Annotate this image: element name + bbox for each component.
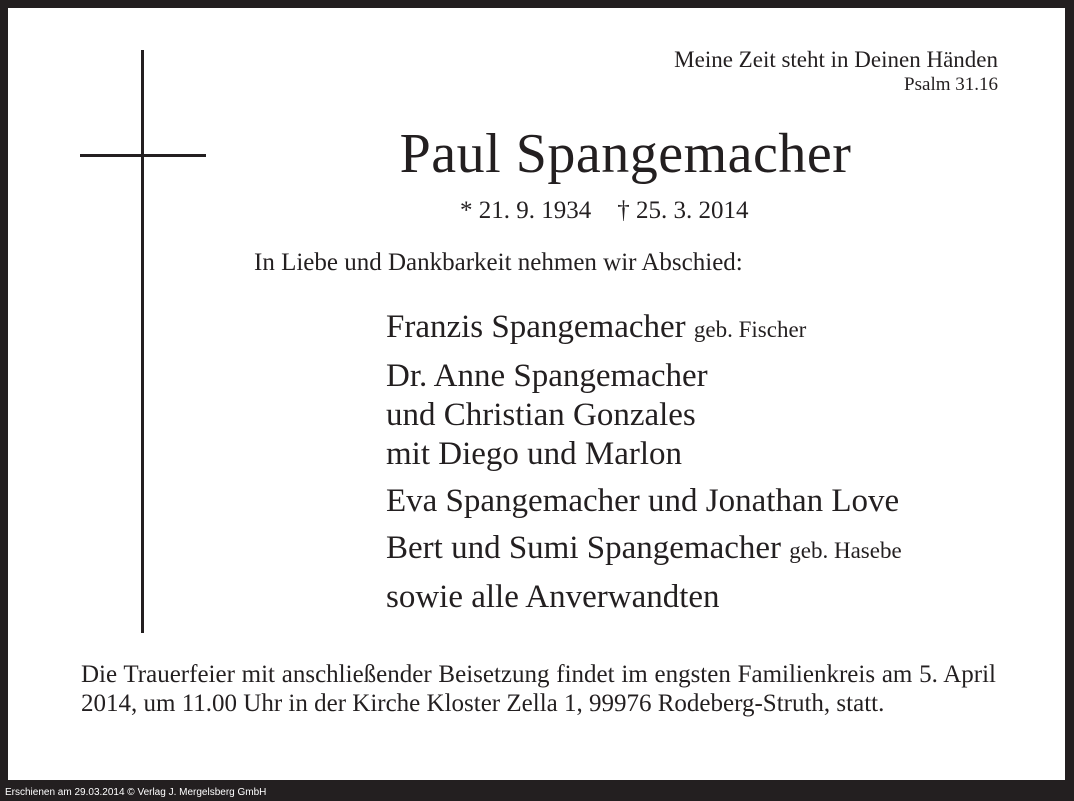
maiden-name: geb. Hasebe [789, 538, 902, 563]
mourner-entry [386, 357, 902, 474]
mourner-entry [386, 308, 902, 349]
obituary-notice [8, 8, 1065, 780]
publication-footer: Erschienen am 29.03.2014 © Verlag J. Mergelsberg GmbH [5, 787, 267, 798]
deceased-name: Paul Spangemacher [399, 123, 852, 185]
mourner-entry [386, 529, 902, 570]
mourner-name: Franzis Spangemacher [386, 309, 686, 345]
psalm-quote [674, 46, 998, 96]
psalm-text: Meine Zeit steht in Deinen Händen [674, 47, 998, 72]
mourner-entry: sowie alle Anverwandten [386, 579, 720, 615]
psalm-reference: Psalm 31.16 [904, 74, 998, 95]
mourner-name: und Christian Gonzales [386, 397, 696, 433]
mourners-list [386, 308, 902, 617]
mourner-name: mit Diego und Marlon [386, 436, 683, 472]
mourner-entry: Eva Spangemacher und Jonathan Love [386, 483, 900, 519]
mourner-name: Bert und Sumi Spangemacher [386, 530, 782, 566]
maiden-name: geb. Fischer [693, 317, 807, 342]
death-date: † 25. 3. 2014 [617, 197, 749, 224]
birth-date: * 21. 9. 1934 [460, 197, 592, 224]
farewell-intro: In Liebe und Dankbarkeit nehmen wir Abschied: [254, 249, 743, 276]
mourner-name: Dr. Anne Spangemacher [386, 358, 708, 394]
life-dates [460, 196, 749, 226]
funeral-notice: Die Trauerfeier mit anschließender Beisetzung findet im engsten Familienkreis am 5. April 2014, um 11.00 Uhr in der Kirche Kloster Zella 1, 99976 Rodeberg-Struth, statt. [81, 661, 996, 717]
